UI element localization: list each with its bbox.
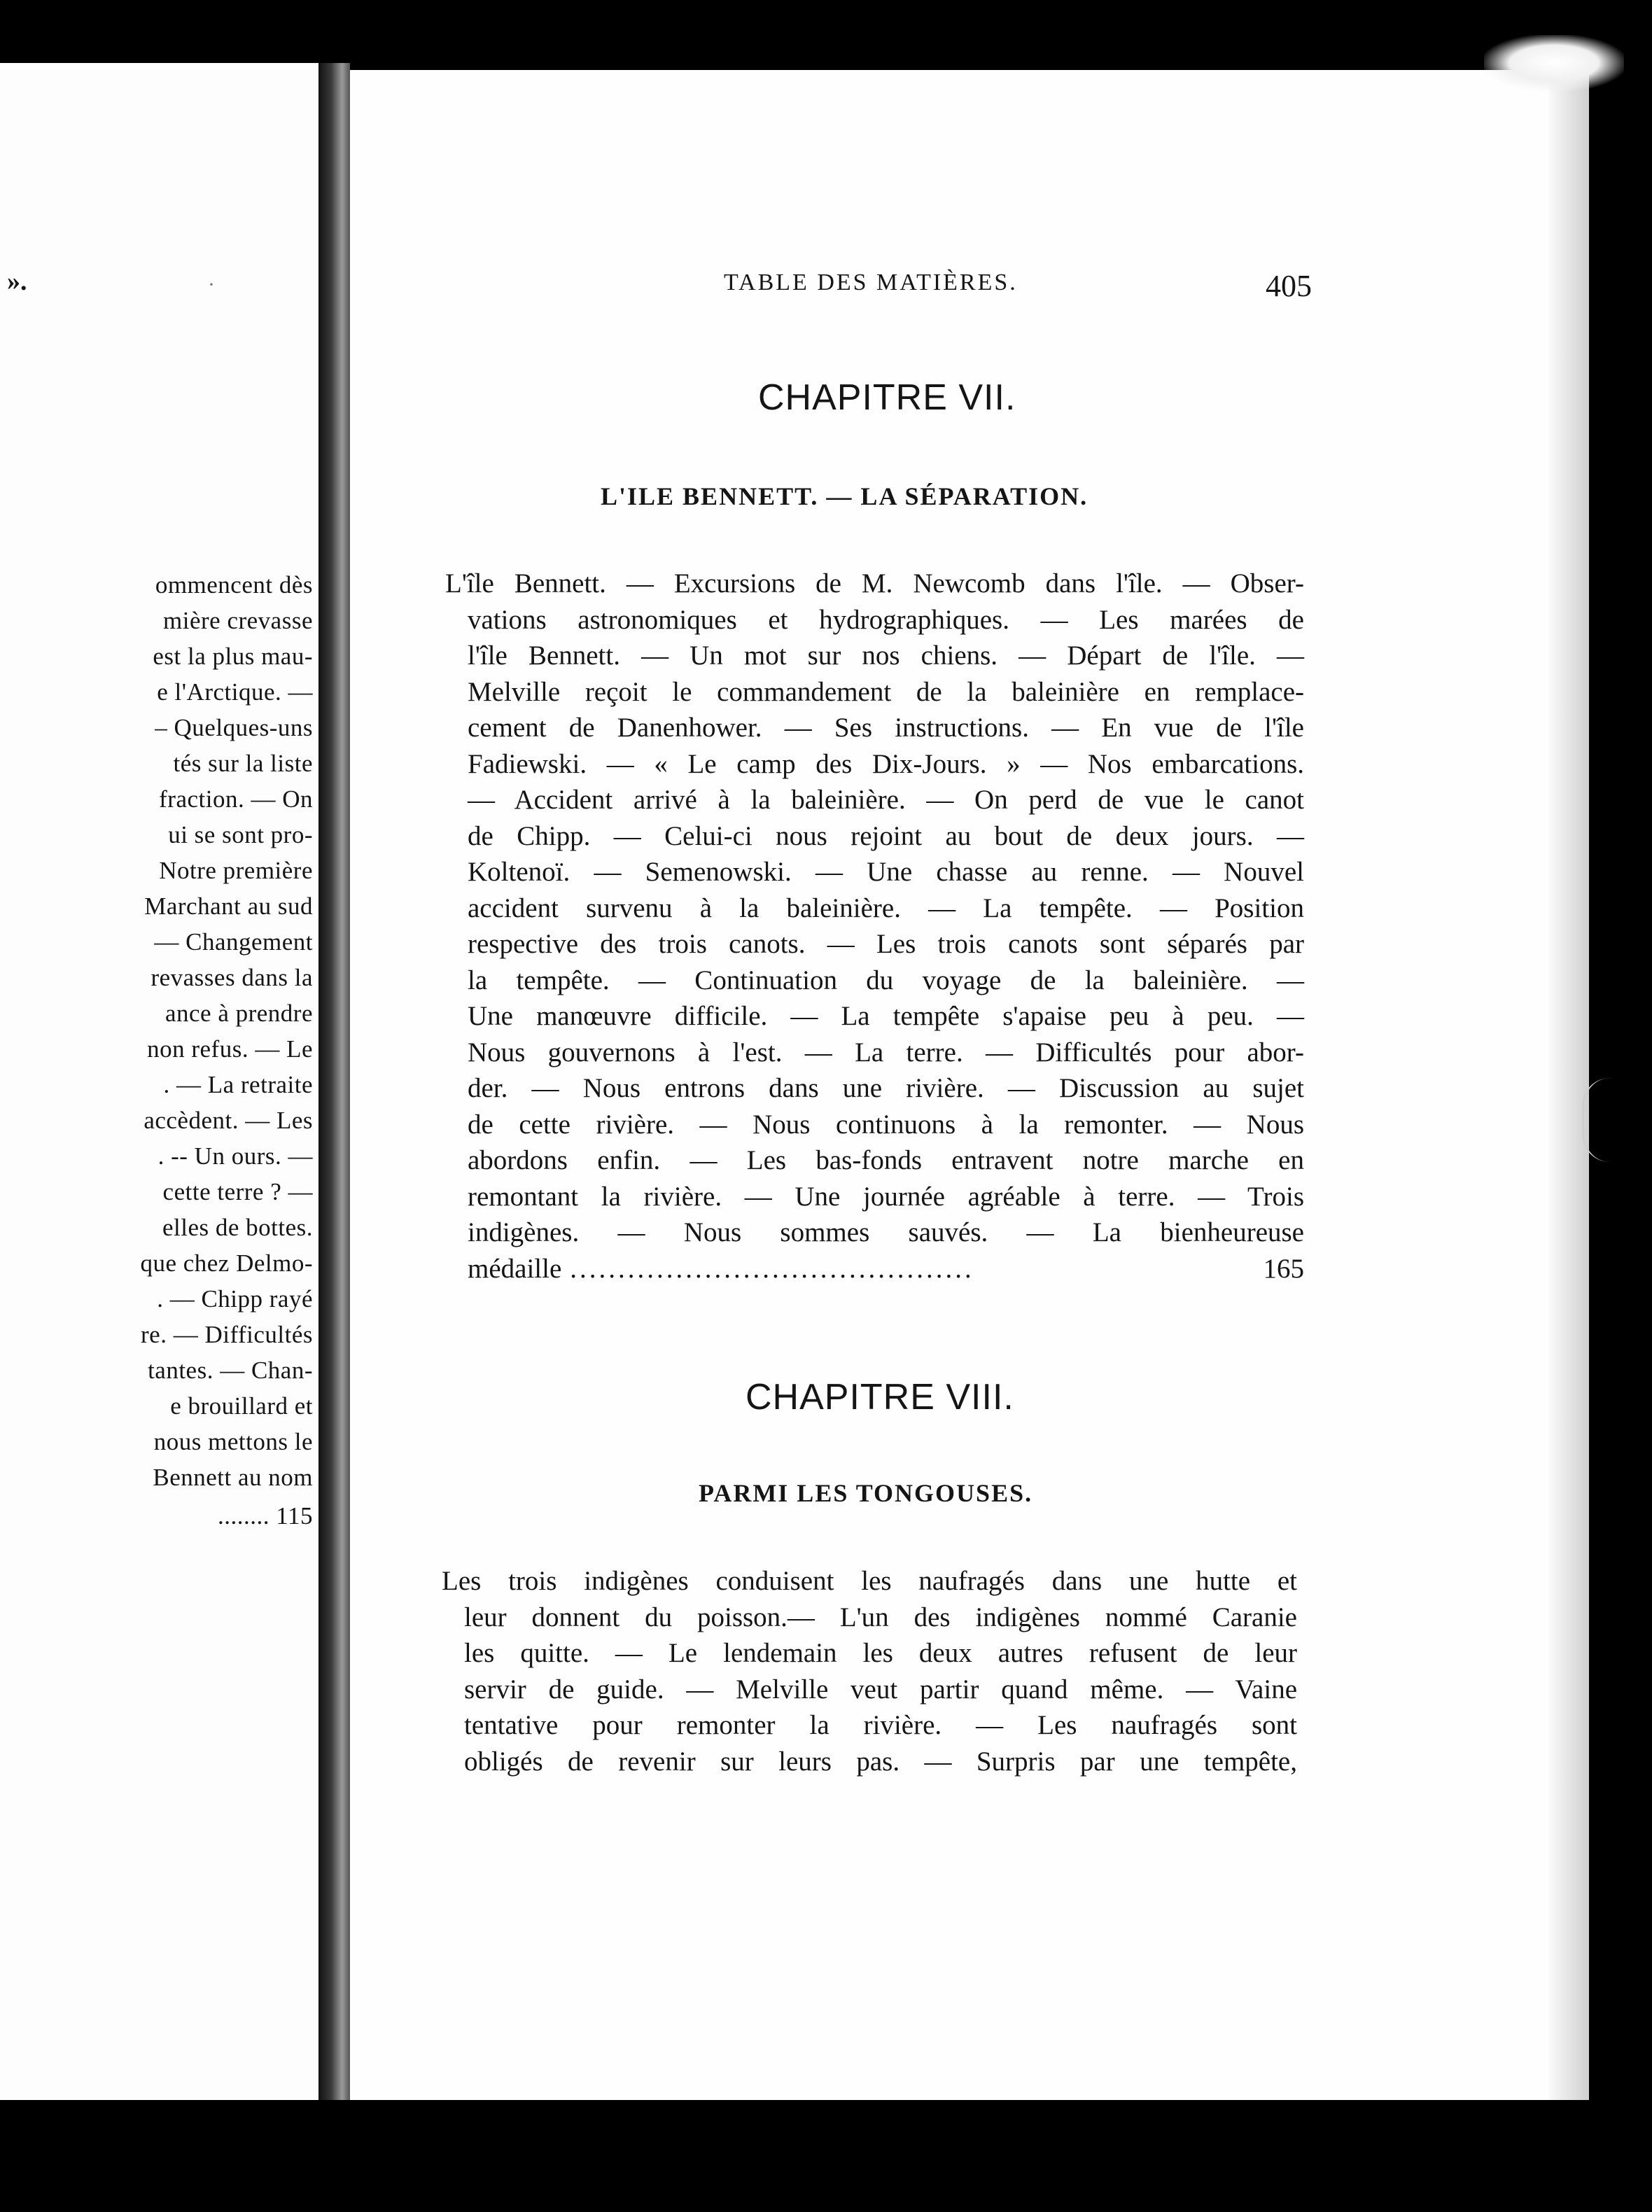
toc-line: Koltenoï. — Semenowski. — Une chasse au renne. — Nouvel: [468, 857, 1304, 887]
chapter-7-title: CHAPITRE VII.: [758, 377, 1016, 418]
left-line: Bennett au nom: [153, 1464, 313, 1491]
left-line: e l'Arctique. —: [157, 678, 313, 706]
left-line: Marchant au sud: [144, 892, 313, 920]
toc-line: Nous gouvernons à l'est. — La terre. — Difficultés pour abor-: [468, 1037, 1304, 1068]
toc-line: obligés de revenir sur leurs pas. — Surpris par une tempête,: [464, 1746, 1297, 1777]
left-line: mière crevasse: [163, 607, 313, 634]
left-line: ance à prendre: [164, 1000, 313, 1027]
chapter-7-summary: [445, 566, 1304, 1287]
toc-line: indigènes. — Nous sommes sauvés. — La bienheureuse: [468, 1217, 1304, 1247]
page-number: 405: [1266, 269, 1312, 303]
left-line: ommencent dès: [155, 571, 313, 598]
running-head: TABLE DES MATIÈRES.: [724, 270, 1018, 295]
toc-line: der. — Nous entrons dans une rivière. — Discussion au sujet: [468, 1073, 1304, 1103]
toc-line: de Chipp. — Celui-ci nous rejoint au bout de deux jours. —: [468, 820, 1304, 851]
left-line: elles de bottes.: [162, 1214, 313, 1241]
left-line: ........ 115: [218, 1502, 313, 1530]
toc-line: servir de guide. — Melville veut partir quand même. — Vaine: [464, 1674, 1297, 1704]
left-line: revasses dans la: [150, 964, 313, 991]
book-gutter: [318, 63, 350, 2100]
toc-line: l'île Bennett. — Un mot sur nos chiens. — Départ de l'île. —: [468, 640, 1304, 671]
toc-line: vations astronomiques et hydrographiques. — Les marées de: [468, 604, 1304, 635]
toc-line: la tempête. — Continuation du voyage de la baleinière. —: [468, 965, 1304, 995]
left-line: fraction. — On: [159, 785, 313, 813]
toc-line: de cette rivière. — Nous continuons à la remonter. — Nous: [468, 1109, 1304, 1140]
toc-line: Fadiewski. — « Le camp des Dix-Jours. » — Nos embarcations.: [468, 748, 1304, 779]
toc-line: leur donnent du poisson.— L'un des indigènes nommé Caranie: [464, 1602, 1297, 1632]
chapter-8-title: CHAPITRE VIII.: [746, 1377, 1014, 1418]
left-line: . -- Un ours. —: [158, 1142, 313, 1170]
left-line: est la plus mau-: [153, 643, 313, 670]
left-line: accèdent. — Les: [144, 1107, 313, 1134]
left-page-mark: ».: [7, 267, 27, 296]
left-line: – Quelques-uns: [155, 714, 313, 741]
chapter-8-subtitle: PARMI LES TONGOUSES.: [699, 1479, 1033, 1507]
left-line: cette terre ? —: [162, 1178, 313, 1205]
toc-page-ref: 165: [1263, 1253, 1304, 1284]
chapter-8-summary: [442, 1563, 1297, 1779]
toc-line: L'île Bennett. — Excursions de M. Newcomb dans l'île. — Obser-: [445, 568, 1304, 598]
left-line: ui se sont pro-: [168, 821, 313, 848]
toc-line: tentative pour remonter la rivière. — Les naufragés sont: [464, 1710, 1297, 1740]
left-line: tés sur la liste: [173, 750, 313, 777]
chapter-7-subtitle: L'ILE BENNETT. — LA SÉPARATION.: [601, 482, 1088, 510]
left-line: Notre première: [159, 857, 313, 884]
toc-line: cement de Danenhower. — Ses instructions. — En vue de l'île: [468, 713, 1304, 743]
left-line: re. — Difficultés: [141, 1321, 313, 1348]
toc-entry-page-row: [468, 1251, 1304, 1287]
toc-line: Melville reçoit le commandement de la baleinière en remplace-: [468, 676, 1304, 707]
toc-line: remontant la rivière. — Une journée agréable à terre. — Trois: [468, 1181, 1304, 1212]
toc-line: abordons enfin. — Les bas-fonds entravent notre marche en: [468, 1145, 1304, 1175]
left-line: — Changement: [154, 928, 313, 955]
left-line: . — La retraite: [163, 1071, 313, 1098]
page-fold-mark: [1582, 1078, 1612, 1162]
page-edge-shadow: [1548, 70, 1589, 2100]
left-line: e brouillard et: [170, 1392, 313, 1420]
scan-flare: [1484, 35, 1624, 91]
left-line: nous mettons le: [153, 1428, 313, 1455]
left-line: . — Chipp rayé: [157, 1285, 313, 1312]
left-line: tantes. — Chan-: [148, 1357, 313, 1384]
left-page-dot: ·: [208, 273, 215, 296]
toc-line: respective des trois canots. — Les trois canots sont séparés par: [468, 929, 1304, 959]
toc-line: les quitte. — Le lendemain les deux autres refusent de leur: [464, 1638, 1297, 1668]
left-facing-page: [0, 63, 318, 2100]
dot-leader: ..........................................: [570, 1253, 974, 1284]
toc-line: accident survenu à la baleinière. — La tempête. — Position: [468, 892, 1304, 923]
left-line: non refus. — Le: [147, 1035, 313, 1063]
toc-line: Les trois indigènes conduisent les naufragés dans une hutte et: [442, 1566, 1297, 1596]
left-line: que chez Delmo-: [140, 1250, 313, 1277]
toc-line: médaille: [468, 1253, 562, 1284]
toc-line: Une manœuvre difficile. — La tempête s'apaise peu à peu. —: [468, 1001, 1304, 1031]
toc-line: — Accident arrivé à la baleinière. — On perd de vue le canot: [468, 785, 1304, 815]
